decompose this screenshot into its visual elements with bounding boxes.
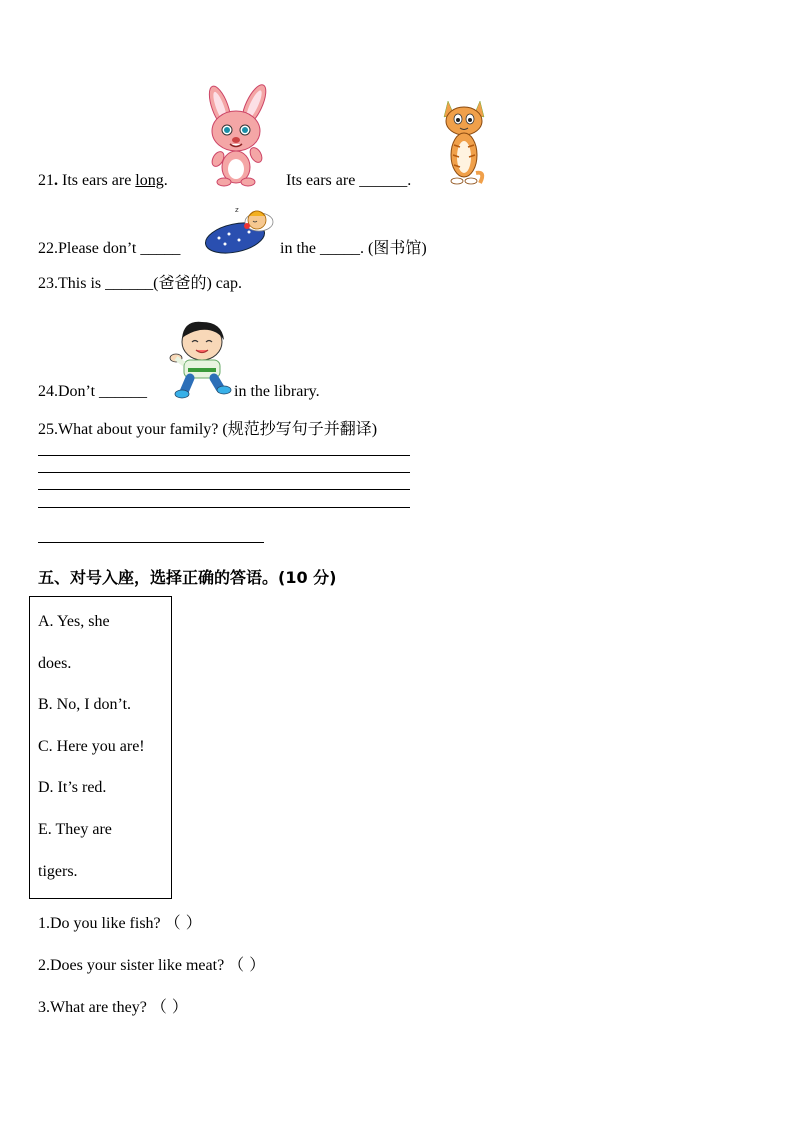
writing-line[interactable] (38, 455, 410, 456)
q23-text: 23.This is (38, 275, 106, 292)
q21-end2: . (407, 172, 412, 189)
q21-text2: Its ears are (286, 172, 360, 189)
q21-blank: ______ (359, 172, 408, 189)
q22-text: 22.Please don’t (38, 240, 141, 257)
q22-right (280, 239, 427, 259)
q22-left (38, 239, 180, 259)
q22-text2: in the (280, 240, 320, 257)
option-b: B. No, I don’t. (38, 696, 132, 713)
answer-paren[interactable]: （ ） (150, 997, 188, 1016)
q21-answer: long (135, 172, 164, 189)
q21-dot: . (54, 172, 58, 189)
writing-line[interactable] (38, 542, 264, 543)
svg-text:z: z (235, 206, 239, 214)
option-e-line2: tigers. (38, 863, 78, 880)
option-a-line2: does. (38, 655, 72, 672)
q24-left (38, 382, 147, 402)
option-a-line1: A. Yes, she (38, 613, 110, 630)
writing-line[interactable] (38, 472, 410, 473)
match-item-text: 2.Does your sister like meat? (38, 957, 225, 974)
answer-paren[interactable]: （ ） (228, 955, 266, 974)
q24-right (234, 382, 320, 402)
match-item-text: 3.What are they? (38, 999, 147, 1016)
q21-number: 21 (38, 172, 54, 189)
rabbit-icon (196, 85, 278, 187)
match-item-text: 1.Do you like fish? (38, 915, 161, 932)
match-item-3 (38, 994, 188, 1017)
q22-blank2: _____ (320, 240, 360, 257)
q24-text2: in the library. (234, 383, 320, 400)
boy-running-icon (170, 314, 232, 400)
q21-left (38, 171, 168, 191)
cat-icon (440, 97, 488, 187)
q21-right (286, 171, 411, 191)
q21-text: Its ears are (58, 172, 136, 189)
answer-paren[interactable]: （ ） (164, 913, 202, 932)
section-title: 五、对号入座，选择正确的答语。(10 分) (38, 568, 337, 587)
q25-text: 25.What about your family? (规范抄写句子并翻译) (38, 421, 378, 438)
q22-blank1: _____ (140, 240, 181, 257)
q21-end: . (163, 172, 168, 189)
option-c: C. Here you are! (38, 738, 145, 755)
q23 (38, 274, 242, 294)
option-e-line1: E. They are (38, 821, 112, 838)
match-item-2 (38, 952, 265, 975)
q24-blank: ______ (99, 383, 148, 400)
writing-line[interactable] (38, 507, 410, 508)
writing-line[interactable] (38, 489, 410, 490)
q22-text3: . (图书馆) (360, 240, 427, 257)
q25 (38, 420, 377, 440)
option-d: D. It’s red. (38, 779, 107, 796)
q24-text: 24.Don’t (38, 383, 100, 400)
match-item-1 (38, 910, 202, 933)
sleeping-icon (205, 204, 275, 256)
q23-text2: (爸爸的) cap. (153, 275, 242, 292)
q23-blank: ______ (105, 275, 154, 292)
